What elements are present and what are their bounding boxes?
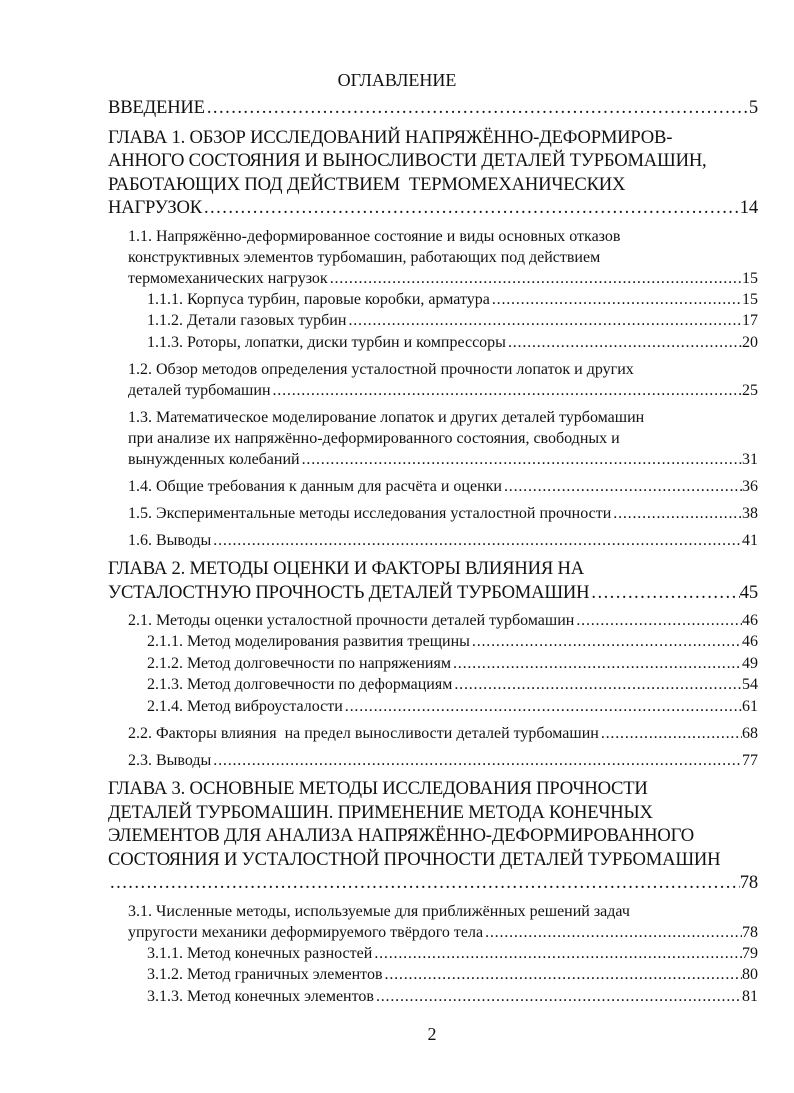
toc-entry-text: 1.1. Напряжённо-деформированное состояние и виды основных отказов: [128, 227, 621, 245]
toc-page-number: 46: [742, 633, 758, 650]
toc-entry[interactable]: [108, 674, 758, 696]
dot-leader: [611, 503, 742, 524]
toc-entry-text: ГЛАВА 1. ОБЗОР ИССЛЕДОВАНИЙ НАПРЯЖЁННО-ДЕФОРМИРОВ-: [108, 126, 673, 148]
dot-leader: [599, 723, 742, 744]
toc-page-number: 31: [742, 451, 758, 468]
toc-page-number: 15: [742, 269, 758, 287]
toc-entry[interactable]: [108, 943, 758, 965]
toc-entry-text: УСТАЛОСТНУЮ ПРОЧНОСТЬ ДЕТАЛЕЙ ТУРБОМАШИН: [108, 581, 590, 603]
toc-page-number: 68: [742, 725, 758, 742]
toc-entry-text: термомеханических нагрузок: [128, 269, 328, 287]
dot-leader: [205, 96, 749, 120]
toc-page-number: 78: [742, 923, 758, 941]
toc-entry-text: РАБОТАЮЩИХ ПОД ДЕЙСТВИЕМ ТЕРМОМЕХАНИЧЕСКИХ: [108, 173, 626, 195]
toc-entry-text: 1.1.2. Детали газовых турбин: [147, 312, 347, 329]
toc-entry-text: ВВЕДЕНИЕ: [108, 97, 205, 118]
toc-page-number: 49: [742, 654, 758, 672]
toc-entry-text: 1.2. Обзор методов определения усталостной прочности лопаток и других: [128, 361, 634, 378]
toc-entry[interactable]: [108, 126, 758, 220]
dot-leader: [328, 268, 742, 289]
dot-leader: [271, 380, 743, 401]
dot-leader: [470, 631, 742, 653]
table-of-contents: [108, 96, 758, 1013]
toc-entry-text: 2.1.3. Метод долговечности по деформациям: [147, 676, 453, 693]
dot-leader: [300, 449, 742, 470]
toc-page-number: 38: [742, 505, 758, 522]
toc-entry-text: 3.1. Численные методы, используемые для приближённых решений задач: [128, 902, 630, 920]
toc-page-number: 61: [742, 697, 758, 715]
dot-leader: [589, 581, 739, 605]
toc-page-number: 45: [739, 581, 758, 603]
dot-leader: [202, 196, 740, 220]
dot-leader: [211, 530, 742, 551]
toc-entry-text: АННОГО СОСТОЯНИЯ И ВЫНОСЛИВОСТИ ДЕТАЛЕЙ ТУРБОМАШИН,: [108, 150, 707, 171]
dot-leader: [451, 653, 742, 675]
toc-entry-text: 1.3. Математическое моделирование лопаток и других деталей турбомашин: [128, 409, 645, 426]
toc-page-number: 54: [742, 676, 758, 693]
toc-entry-text: 2.1.2. Метод долговечности по напряжениям: [147, 654, 451, 672]
toc-entry[interactable]: [108, 359, 758, 401]
toc-entry-text: упругости механики деформируемого твёрдого тела: [128, 923, 484, 941]
toc-page-number: 17: [742, 312, 758, 329]
toc-page-number: 78: [739, 872, 758, 893]
dot-leader: [108, 871, 740, 895]
toc-entry-text: ГЛАВА 3. ОСНОВНЫЕ МЕТОДЫ ИССЛЕДОВАНИЯ ПРОЧНОСТИ: [108, 778, 648, 799]
toc-entry-text: 1.5. Экспериментальные методы исследования усталостной прочности: [128, 505, 612, 522]
toc-page-number: 80: [742, 966, 758, 983]
toc-entry-text: конструктивных элементов турбомашин, работающих под действием: [128, 248, 601, 266]
toc-entry-text: 3.1.1. Метод конечных разностей: [147, 944, 373, 962]
toc-page-number: 25: [742, 382, 758, 399]
toc-page-number: 77: [742, 752, 758, 769]
toc-entry[interactable]: [108, 503, 758, 524]
toc-entry[interactable]: [108, 777, 758, 895]
dot-leader: [574, 610, 742, 631]
toc-entry[interactable]: [108, 310, 758, 332]
toc-entry[interactable]: [108, 332, 758, 354]
toc-page-number: 36: [742, 478, 758, 495]
toc-page-number: 81: [742, 987, 758, 1005]
toc-entry[interactable]: [108, 986, 758, 1008]
toc-entry-text: 3.1.3. Метод конечных элементов: [147, 987, 374, 1005]
toc-entry[interactable]: [108, 723, 758, 744]
toc-entry-text: 2.2. Факторы влияния на предел выносливости деталей турбомашин: [128, 725, 599, 742]
toc-entry-text: 3.1.2. Метод граничных элементов: [147, 966, 383, 983]
toc-title: ОГЛАВЛЕНИЕ: [337, 70, 457, 90]
toc-entry-text: НАГРУЗОК: [108, 197, 202, 218]
dot-leader: [506, 332, 742, 354]
toc-entry-text: ЭЛЕМЕНТОВ ДЛЯ АНАЛИЗА НАПРЯЖЁННО-ДЕФОРМИРОВАННОГО: [108, 825, 694, 846]
dot-leader: [452, 674, 742, 696]
toc-entry[interactable]: [108, 964, 758, 986]
dot-leader: [383, 964, 742, 986]
toc-entry-text: при анализе их напряжённо-деформированного состояния, свободных и: [128, 430, 620, 447]
dot-leader: [372, 943, 742, 965]
toc-page-number: 41: [742, 532, 758, 549]
toc-entry[interactable]: [108, 653, 758, 675]
toc-entry-text: СОСТОЯНИЯ И УСТАЛОСТНОЙ ПРОЧНОСТИ ДЕТАЛЕЙ ТУРБОМАШИН: [108, 848, 721, 870]
page-number: 2: [427, 1024, 437, 1044]
toc-entry-text: 1.1.3. Роторы, лопатки, диски турбин и компрессоры: [147, 333, 506, 351]
toc-entry[interactable]: [108, 610, 758, 631]
toc-entry[interactable]: [108, 901, 758, 943]
toc-entry-text: 1.4. Общие требования к данным для расчёта и оценки: [128, 478, 502, 495]
toc-entry[interactable]: [108, 530, 758, 551]
toc-entry-text: 2.1.1. Метод моделирования развития трещины: [147, 633, 470, 650]
toc-page-number: 20: [742, 333, 758, 351]
toc-entry-text: вынужденных колебаний: [128, 451, 300, 468]
toc-page-number: 14: [739, 197, 758, 218]
toc-entry-text: 1.1.1. Корпуса турбин, паровые коробки, арматура: [147, 290, 490, 308]
toc-entry[interactable]: [108, 557, 758, 604]
toc-entry[interactable]: [108, 407, 758, 470]
dot-leader: [483, 922, 742, 943]
toc-entry-text: ДЕТАЛЕЙ ТУРБОМАШИН. ПРИМЕНЕНИЕ МЕТОДА КОНЕЧНЫХ: [108, 801, 653, 823]
dot-leader: [211, 750, 742, 771]
toc-entry[interactable]: [108, 696, 758, 718]
toc-page-number: 79: [742, 944, 758, 962]
toc-entry[interactable]: [108, 476, 758, 497]
toc-entry-text: 1.6. Выводы: [128, 532, 212, 549]
toc-entry[interactable]: [108, 96, 758, 120]
toc-page-number: 5: [748, 97, 758, 118]
toc-entry[interactable]: [108, 750, 758, 771]
toc-entry[interactable]: [108, 631, 758, 653]
toc-page-number: 15: [742, 290, 758, 308]
dot-leader: [502, 476, 742, 497]
dot-leader: [490, 289, 742, 311]
toc-entry-text: ГЛАВА 2. МЕТОДЫ ОЦЕНКИ И ФАКТОРЫ ВЛИЯНИЯ НА: [108, 558, 584, 579]
toc-entry-text: 2.1. Методы оценки усталостной прочности деталей турбомашин: [128, 612, 575, 629]
toc-entry-text: 2.3. Выводы: [128, 752, 212, 769]
toc-entry-text: 2.1.4. Метод виброусталости: [147, 697, 343, 715]
dot-leader: [343, 696, 742, 718]
toc-entry[interactable]: [108, 226, 758, 289]
toc-entry-text: деталей турбомашин: [128, 382, 271, 399]
dot-leader: [346, 310, 742, 332]
dot-leader: [374, 986, 742, 1008]
toc-page-number: 46: [742, 612, 758, 629]
toc-entry[interactable]: [108, 289, 758, 311]
